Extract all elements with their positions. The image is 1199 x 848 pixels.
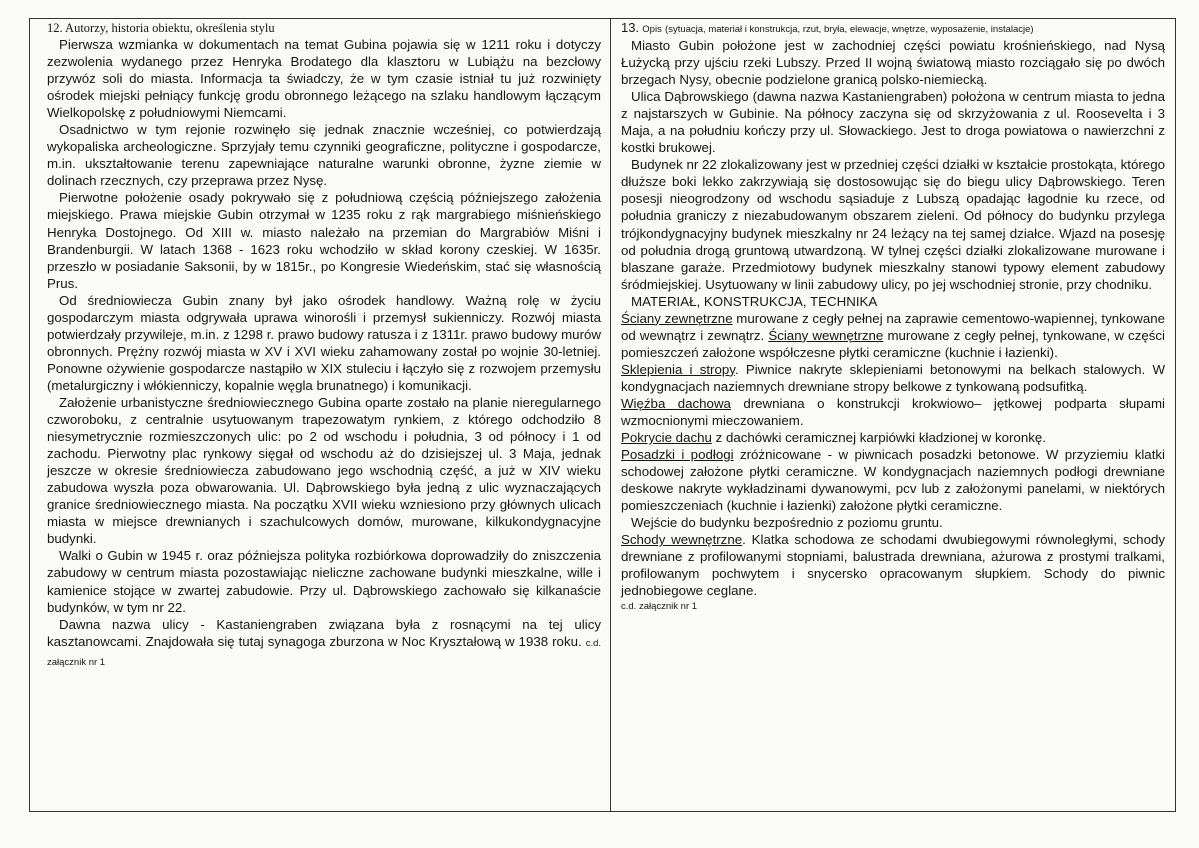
history-paragraph: Pierwotne położenie osady pokrywało się z południową częścią późniejszego założenia miejskiego. Prawa miejskie Gubin otrzymał w 1235 roku z rąk margrabiego miśnieńskiego Henryka Dostojnego. Od XIII w. miasto należało na przemian do Margrabiów Miśni i Brandenburgii. W latach 1368 - 1623 roku wchodziło w skład korony czeskiej. W 1635r. przeszło w posiadanie Saksonii, by w 1815r., po Kongresie Wiedeńskim, stać się własnością Prus.: [47, 190, 601, 291]
floors-item: Posadzki i podłogi zróżnicowane - w piwnicach posadzki betonowe. W przyziemiu klatki schodowej założone płytki ceramiczne. W kondygnacjach naziemnych podłogi drewniane deskowe nakryte wykładzinami dywanowymi, pcv lub z założonymi panelami, w niektórych pomieszczeniach (kuchnie i łazienki) założone płytki ceramiczne.: [621, 447, 1166, 514]
description-attachment-ref: c.d. załącznik nr 1: [621, 600, 698, 612]
history-paragraph: Od średniowiecza Gubin znany był jako ośrodek handlowy. Ważną rolę w życiu gospodarczym miasta odgrywała uprawa winorośli i przemysł sukienniczy. Rozwój miasta potwierdzały przywileje, m.in. z 1298 r. prawo budowy ratusza i z 1311r. prawo budowy murów obronnych. Prężny rozwój miasta w XV i XVI wieku zahamowany został po wojnie 30-letniej. Ponowne ożywienie gospodarcze nastąpiło w XIX stuleciu i łączyło się z rozwojem przemysłu (metalurgiczny i włókienniczy, kopalnie węgla brunatnego) i komunikacji.: [47, 292, 601, 393]
history-paragraph: Założenie urbanistyczne średniowiecznego Gubina oparte zostało na planie nieregularnego czworoboku, z centralnie usytuowanym trapezowatym rynkiem, z którego odchodziło 8 niesymetrycznie rozmieszczonych ulic: po 2 od wschodu i południa, 3 od północy i 1 od zachodu. Pierwotny plac rynkowy sięgał od wschodu aż do dzisiejszej ul. 3 Maja, jednak jeszcze w okresie średniowiecza zabudowano jego wschodnią część, a już w XIV wieku zabudowa wyszła poza obwarowania. Ul. Dąbrowskiego była jedną z ulic wyznaczających granice średniowiecznego miasta. Na początku XVII wieku wzniesiono przy głównych ulicach miasta w miejsce drewnianych i szachulcowych domów, murowane, kilkukondygnacyjne budynki.: [47, 394, 601, 547]
description-column: [610, 19, 1175, 811]
history-paragraph: Walki o Gubin w 1945 r. oraz późniejsza polityka rozbiórkowa doprowadziły do zniszczenia zabudowy w centrum miasta pozostawiając nieliczne zachowane budynki mieszkalne, wille i kamienice stojące w zwartej zabudowie. Przy ul. Dąbrowskiego zachowało się kilkanaście budynków, w tym nr 22.: [47, 548, 601, 615]
history-paragraph: Pierwsza wzmianka w dokumentach na temat Gubina pojawia się w 1211 roku i dotyczy zezwolenia wydanego przez Henryka Brodatego dla klasztoru w Lubiążu na bezcłowy przywóz soli do miasta. Informacja ta świadczy, że w tym czasie istniał tu już rozwinięty ośrodek miejski pełniący funkcję grodu obronnego leżącego na szlaku handlowym łączącym Wielkopolskę z południowymi Niemcami.: [47, 37, 601, 121]
history-paragraph: Osadnictwo w tym rejonie rozwinęło się jednak znacznie wcześniej, co potwierdzają wykopaliska archeologiczne. Sprzyjały temu czynniki geograficzne, polityczne i gospodarcze, m.in. ukształtowanie terenu zapewniające naturalne warunki obronne, żyzne ziemie w dolinach rzecznych, czy przeprawa przez Nysę.: [47, 122, 601, 189]
history-column: [30, 19, 610, 811]
history-paragraph: Dawna nazwa ulicy - Kastaniengraben związana była z rosnącymi na tej ulicy kasztanowcami. Znajdowała się tutaj synagoga zburzona w Noc Kryształową w 1938 roku. c.d. załącznik nr 1: [47, 616, 601, 668]
roof-truss-item: Więźba dachowa drewniana o konstrukcji krokwiowo– jętkowej podparta słupami wzmocnionymi mieczowaniem.: [621, 395, 1165, 428]
material-section-title: MATERIAŁ, KONSTRUKCJA, TECHNIKA: [631, 293, 878, 309]
roofing-item: Pokrycie dachu z dachówki ceramicznej karpiówki kładzionej w koronkę.: [621, 430, 1046, 446]
stairs-item: Schody wewnętrzne. Klatka schodowa ze schodami dwubiegowymi równoległymi, schody drewniane z profilowanymi stopniami, balustrada drewniana, ażurowa z prostymi tralkami, profilowanym pochwytem i snycersko opracowanym słupkiem. Schody do piwnic jednobiegowe ceglane.: [621, 532, 1166, 599]
walls-item: Ściany zewnętrzne murowane z cegły pełnej na zaprawie cementowo-wapiennej, tynkowane od wewnątrz i zewnątrz. Ściany wewnętrzne murowane z cegły pełnej, tynkowane, w części pomieszczeń założone współczesne płytki ceramiczne (kuchnie i łazienki).: [621, 310, 1165, 360]
history-attachment-ref: c.d. załącznik nr 1: [47, 637, 601, 668]
entry-paragraph: Wejście do budynku bezpośrednio z poziomu gruntu.: [631, 515, 943, 531]
description-paragraph: Budynek nr 22 zlokalizowany jest w przedniej części działki w kształcie prostokąta, którego dłuższe boki lekko zakrzywiają się dostosowując się do biegu ulicy Dąbrowskiego. Teren posesji nieogrodzony od wschodu sąsiaduje z Lubszą opadając łagodnie ku rzece, od południa graniczy z niezabudowanym obszarem zieleni. Od północy do budynku przylega trójkondygnacyjny budynek mieszkalny nr 24 leżący na tej samej działce. Wjazd na posesję od południa drogą gruntową utwardzoną. W tylnej części działki zlokalizowane murowane i blaszane garaże. Przedmiotowy budynek mieszkalny stanowi typowy element zabudowy śródmiejskiej. Usytuowany w linii zabudowy ulicy, po jej wschodniej stronie, przy chodniku.: [621, 157, 1165, 292]
ceilings-item: Sklepienia i stropy. Piwnice nakryte sklepieniami betonowymi na belkach stalowych. W kondygnacjach naziemnych drewniane stropy belkowe z tynkowaną podsufitką.: [621, 361, 1165, 394]
description-heading: 13. Opis (sytuacja, materiał i konstrukcja, rzut, bryła, elewacje, wnętrze, wyposażenie, instalacje): [621, 20, 1034, 35]
description-paragraph: Ulica Dąbrowskiego (dawna nazwa Kastaniengraben) położona w centrum miasta to jedna z najstarszych w Gubinie. Na północy zaczyna się od skrzyżowania z ul. Roosevelta i 3 Maja, a na południu kończy przy ul. Słowackiego. Jest to droga powiatowa o nawierzchni z kostki brukowej.: [621, 89, 1165, 156]
description-paragraph: Miasto Gubin położone jest w zachodniej części powiatu krośnieńskiego, nad Nysą Łużycką przy ujściu rzeki Lubszy. Przed II wojną światową miasto rozciągało się po dwóch brzegach Nysy, obecnie podzielone granicą polsko-niemiecką.: [621, 38, 1165, 88]
history-heading: 12. Autorzy, historia obiektu, określenia stylu: [47, 21, 275, 35]
form-sheet: [29, 18, 1176, 812]
